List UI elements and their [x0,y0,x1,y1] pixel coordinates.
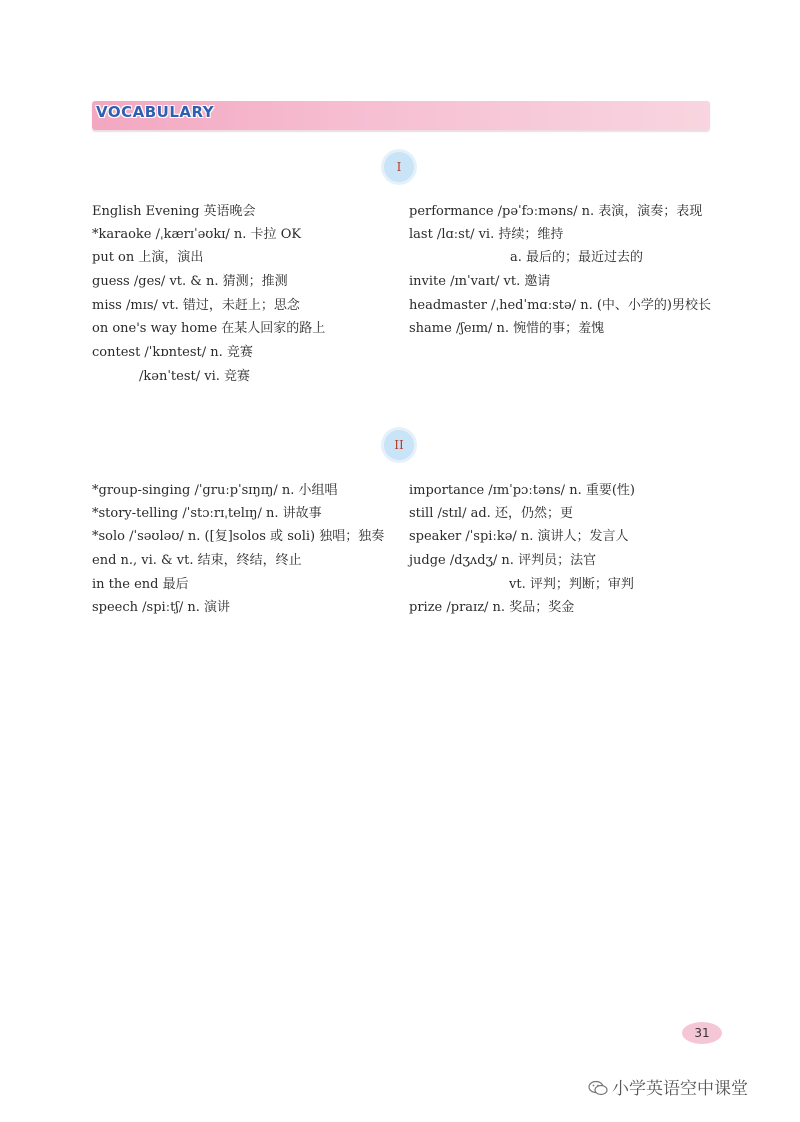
section-badge-2: II [384,430,414,460]
page-number: 31 [682,1022,722,1044]
vocab-entry: speech /spiːtʃ/ n. 演讲 [92,600,230,615]
vocab-entry: shame /ʃeɪm/ n. 惋惜的事；羞愧 [409,321,605,336]
vocabulary-title: VOCABULARY [96,103,215,121]
vocab-entry: a. 最后的；最近过去的 [510,250,644,265]
vocab-entry: *group-singing /ˈgruːpˈsɪŋɪŋ/ n. 小组唱 [92,483,338,498]
vocab-entry: guess /ges/ vt. & n. 猜测；推测 [92,274,288,289]
vocab-entry: judge /dʒʌdʒ/ n. 评判员；法官 [409,553,597,568]
vocab-entry: performance /pəˈfɔːməns/ n. 表演，演奏；表现 [409,204,703,219]
vocab-entry: headmaster /ˌhedˈmɑːstə/ n. (中、小学的)男校长 [409,298,711,313]
vocab-entry: contest /ˈkɒntest/ n. 竞赛 [92,345,253,360]
vocab-entry: *karaoke /ˌkærɪˈəʊkɪ/ n. 卡拉 OK [92,227,302,242]
vocab-entry: speaker /ˈspiːkə/ n. 演讲人；发言人 [409,529,629,544]
vocab-entry: importance /ɪmˈpɔːtəns/ n. 重要(性) [409,483,635,498]
vocab-entry: miss /mɪs/ vt. 错过，未赶上；思念 [92,298,300,313]
vocab-entry: vt. 评判；判断；审判 [509,577,634,592]
vocab-entry: *story-telling /ˈstɔːrɪˌtelɪŋ/ n. 讲故事 [92,506,322,521]
vocab-entry: in the end 最后 [92,577,189,592]
vocab-entry: end n., vi. & vt. 结束，终结，终止 [92,553,302,568]
vocab-entry: *solo /ˈsəʊləʊ/ n. ([复]solos 或 soli) 独唱；独奏 [92,529,385,544]
vocab-entry: English Evening 英语晚会 [92,204,256,219]
wechat-icon [588,1080,608,1096]
vocab-entry: last /lɑːst/ vi. 持续；维持 [409,227,564,242]
vocab-entry: still /stɪl/ ad. 还，仍然；更 [409,506,573,521]
vocab-entry: on one's way home 在某人回家的路上 [92,321,326,336]
watermark [588,1074,748,1099]
vocab-entry: put on 上演，演出 [92,250,204,265]
watermark-text: 小学英语空中课堂 [612,1079,748,1099]
vocab-entry: /kənˈtest/ vi. 竞赛 [139,369,250,384]
vocab-entry: prize /praɪz/ n. 奖品；奖金 [409,600,575,615]
vocab-entry: invite /ɪnˈvaɪt/ vt. 邀请 [409,274,551,289]
section-badge-1: I [384,152,414,182]
